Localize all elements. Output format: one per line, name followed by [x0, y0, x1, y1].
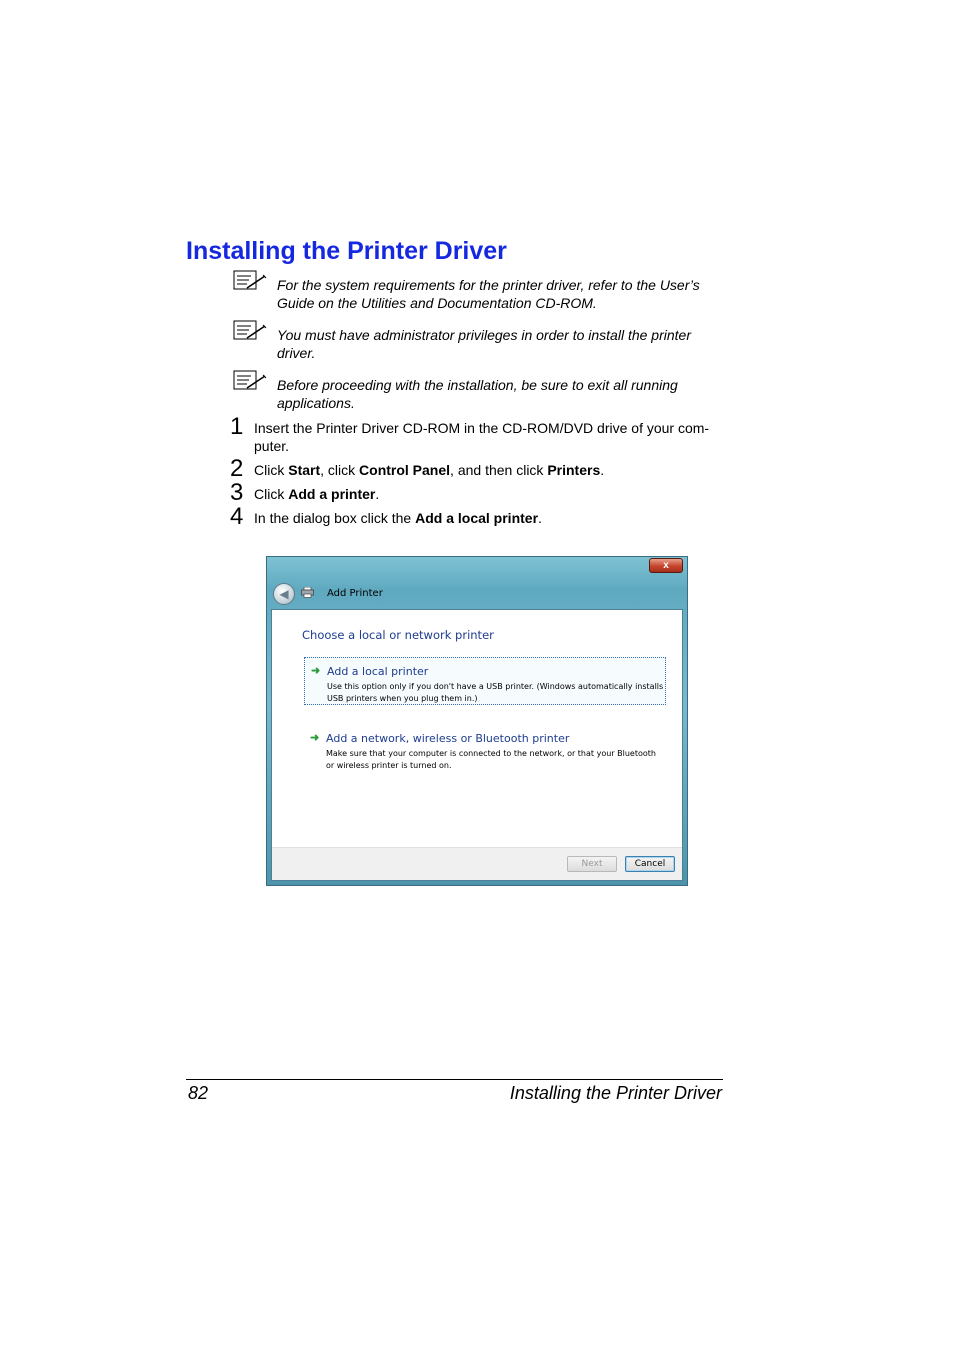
dialog-heading: Choose a local or network printer — [302, 628, 494, 642]
green-arrow-icon: ➜ — [310, 732, 320, 744]
running-title: Installing the Printer Driver — [509, 1083, 722, 1103]
note-pencil-icon — [233, 370, 267, 392]
dialog-content — [271, 609, 683, 881]
printer-icon — [301, 587, 314, 598]
step-number: 1 — [230, 413, 244, 440]
step-text: In the dialog box click the Add a local printer. — [254, 510, 542, 526]
dialog-button-bar — [272, 847, 682, 880]
option-description: Use this option only if you don't have a USB printer. (Windows automatically installs USB printers when you plug them in.) — [327, 682, 664, 703]
step-text: Click Add a printer. — [254, 486, 380, 502]
next-button[interactable]: Next — [567, 856, 617, 872]
option-description: Make sure that your computer is connected to the network, or that your Bluetooth or wireless printer is turned on. — [326, 749, 656, 770]
note-pencil-icon — [233, 320, 267, 342]
page-title: Installing the Printer Driver — [186, 237, 507, 265]
cancel-button[interactable]: Cancel — [625, 856, 675, 872]
note-pencil-icon — [233, 270, 267, 292]
note-text: Before proceeding with the installation, be sure to exit all running applications. — [277, 377, 678, 411]
close-button[interactable]: x — [649, 558, 683, 573]
step-number: 4 — [230, 503, 244, 530]
step-number: 2 — [230, 455, 244, 482]
add-printer-dialog — [266, 556, 688, 886]
add-local-printer-option[interactable] — [304, 657, 666, 705]
step-number: 3 — [230, 479, 244, 506]
green-arrow-icon: ➜ — [311, 665, 321, 677]
page-number: 82 — [188, 1083, 209, 1103]
note-text: For the system requirements for the printer driver, refer to the User’s Guide on the Utilities and Documentation CD-ROM. — [277, 277, 700, 311]
note-text: You must have administrator privileges in order to install the printer driver. — [277, 327, 691, 361]
option-title: Add a network, wireless or Bluetooth printer — [326, 732, 570, 745]
dialog-title: Add Printer — [327, 588, 383, 599]
add-network-printer-option[interactable] — [304, 725, 666, 773]
back-arrow-icon[interactable]: ◀ — [273, 583, 295, 605]
footer-rule — [186, 1079, 723, 1080]
option-title: Add a local printer — [327, 665, 429, 678]
step-text: Insert the Printer Driver CD-ROM in the CD-ROM/DVD drive of your com-puter. — [254, 420, 710, 454]
step-text: Click Start, click Control Panel, and then click Printers. — [254, 462, 605, 478]
